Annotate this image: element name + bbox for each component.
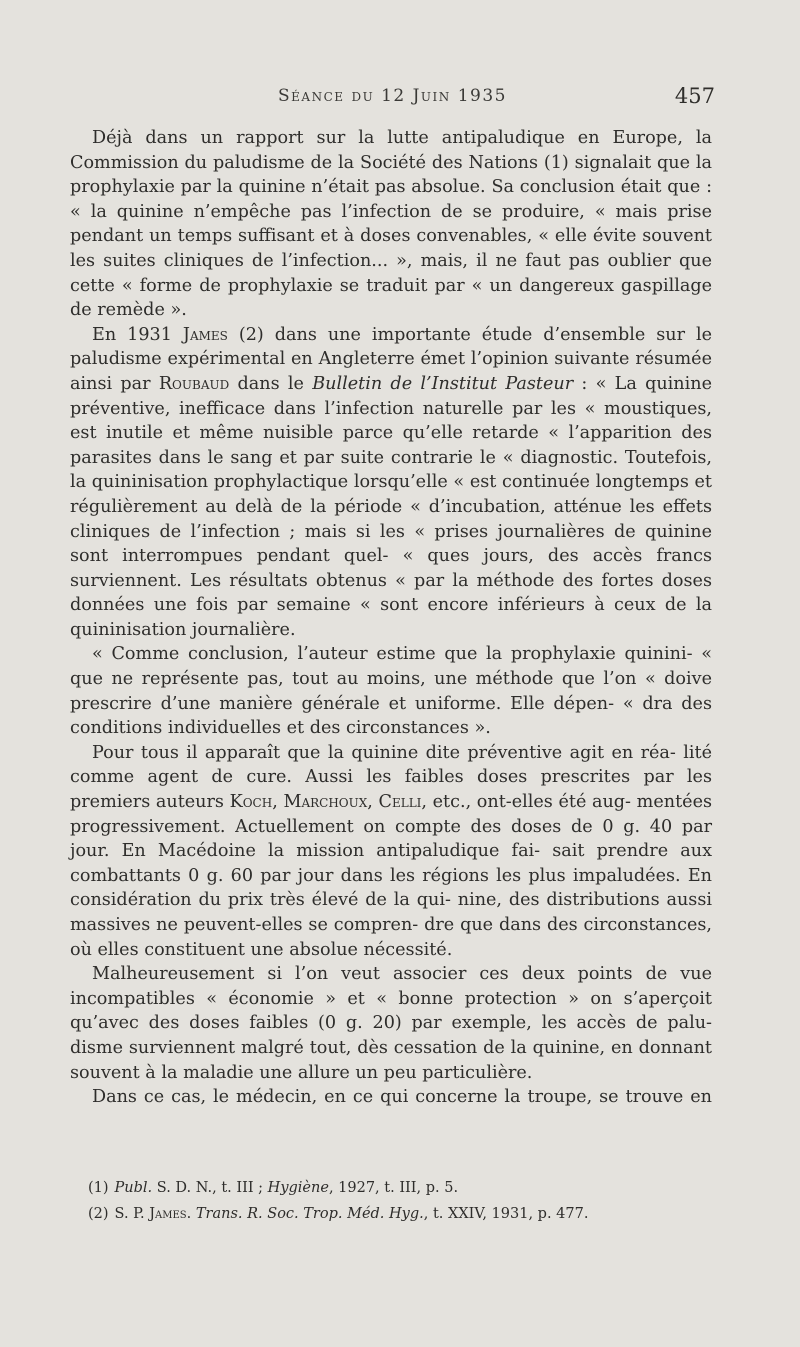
paragraph-1 [70,126,712,323]
text-line: « doive prescrire d’une manière générale et uniforme. Elle dépen- [70,669,712,714]
author-name: James [182,324,228,345]
author-name: Celli [378,792,422,813]
text-line: était que : « la quinine n’empêche pas l’infection de se produire, [70,177,712,222]
footnote-text: S. D. N., t. III ; [152,1180,268,1196]
text-line: « un dangereux gaspillage de remède ». [70,275,713,321]
text-line: Déjà dans un rapport sur la lutte antipaludique en Europe, la [92,128,712,148]
text-line: dans le [229,373,313,394]
footnote-1 [88,1175,708,1201]
text-line: (2) dans une importante étude d’ensemble sur le [227,324,712,345]
text-line: résumée ainsi par [70,349,713,394]
footnote-2 [88,1201,708,1227]
text-line: « par la méthode des fortes doses données une fois par semaine [70,570,712,616]
author-name: Roubaud [158,373,230,394]
text-line: dre que dans des circonstances, où elles constituent une absolue [70,915,713,960]
journal-title: Bulletin de l’Institut Pasteur [312,373,574,394]
text-line: Pour tous il apparaît que la quinine dite préventive agit en réa- [92,742,676,763]
text-line: 0 g. 40 par jour. En Macédoine la mission antipaludique fai- [70,816,712,862]
text-line: sait prendre aux combattants 0 g. 60 par jour dans les régions [70,841,713,886]
text-line: Commission du paludisme de la Société des Nations (1) signalait [70,152,652,173]
footnote-text: , t. XXIV, 1931, p. 477. [423,1206,589,1222]
paragraph-6 [70,1085,712,1110]
text-line: « que ne représente pas, tout au moins, une méthode que l’on [70,644,713,690]
paragraph-5 [70,962,712,1085]
footnote-text: S. P. [114,1206,150,1222]
text-line: nine, des distributions aussi massives ne peuvent-elles se compren- [70,890,712,935]
text-line: lité comme agent de cure. Aussi les faibles doses prescrites par les [70,742,713,788]
text-line: « l’apparition des parasites dans le sang et par suite contrarie le [70,423,712,468]
page-header [70,86,715,116]
footnote-mark: (2) [88,1206,109,1222]
text-line: « dra des conditions individuelles et des circonstances ». [70,693,712,739]
text-line: , etc., ont-elles été aug- [421,792,632,813]
paragraph-4 [70,741,712,962]
text-line: « diagnostic. Toutefois, la quininisation prophylactique lorsqu’elle [70,447,713,493]
text-line: « ques jours, des accès francs surviennent. Les résultats obtenus [70,546,713,591]
footnote-abbrev: Publ. [114,1180,153,1196]
footnotes [88,1175,708,1227]
text-line: « d’incubation, atténue les effets cliniques de l’infection ; mais si les [70,496,713,542]
text-line: incompatibles « économie » et « bonne protection » on s’aperçoit [70,988,712,1009]
text-sep: , [367,792,379,813]
text-line: « La quinine préventive, inefficace dans l’infection naturelle par les [70,373,713,419]
paragraph-2 [70,323,712,643]
page-number: 457 [674,84,715,108]
text-line: premiers auteurs [70,792,230,813]
footnote-mark: (1) [88,1180,109,1196]
text-line: Malheureusement si l’on veut associer ces deux points de vue [92,964,712,985]
text-line: En 1931 [92,324,183,345]
author-name: Koch [229,792,273,813]
text-line: Dans ce cas, le médecin, en ce qui concerne la troupe, se trouve en [92,1087,712,1108]
text-line: : [573,373,588,394]
text-line: qu’avec des doses faibles (0 g. 20) par exemple, les accès de palu- [70,1013,712,1034]
text-line: mentées progressivement. Actuellement on compte des doses de [70,792,713,837]
text-line: « prises journalières de quinine sont interrompues pendant quel- [70,521,712,567]
text-line: « moustiques, est inutile et même nuisible parce qu’elle retarde [70,398,712,444]
journal-title: Trans. R. Soc. Trop. Méd. Hyg. [195,1206,424,1222]
text-line: paludisme expérimental en Angleterre émet l’opinion suivante [70,349,630,370]
text-line: nécessité. [363,939,453,960]
text-line: donnant souvent à la maladie une allure un peu particulière. [70,1037,713,1083]
journal-title: Hygiène [267,1180,329,1196]
text-line: « mais prise pendant un temps suffisant et à doses convenables, [70,201,712,247]
author-name: Marchoux [283,792,368,813]
text-line: « sont encore inférieurs à ceux de la quininisation journalière. [70,595,712,640]
text-line: « Comme conclusion, l’auteur estime que la prophylaxie quinini- [92,644,693,665]
paragraph-3 [70,642,712,740]
author-name: James [149,1206,187,1222]
text-line: « est continuée longtemps et régulièrement au delà de la période [70,472,713,517]
text-line: ne faut pas oublier que cette « forme de prophylaxie se traduit par [70,250,713,296]
running-title: Séance du 12 Juin 1935 [278,86,507,106]
text-line: que la prophylaxie par la quinine n’était pas absolue. Sa conclusion [70,152,713,198]
text-line: « elle évite souvent les suites cliniques de l’infection... », mais, il [70,226,712,271]
text-line: disme surviennent malgré tout, dès cessation de la quinine, en [70,1037,633,1058]
text-line: les plus impaludées. En considération du prix très élevé de la qui- [70,865,712,911]
footnote-text: , 1927, t. III, p. 5. [328,1180,459,1196]
footnote-text: . [186,1206,196,1222]
text-sep: , [272,792,284,813]
body-text [70,126,712,1110]
